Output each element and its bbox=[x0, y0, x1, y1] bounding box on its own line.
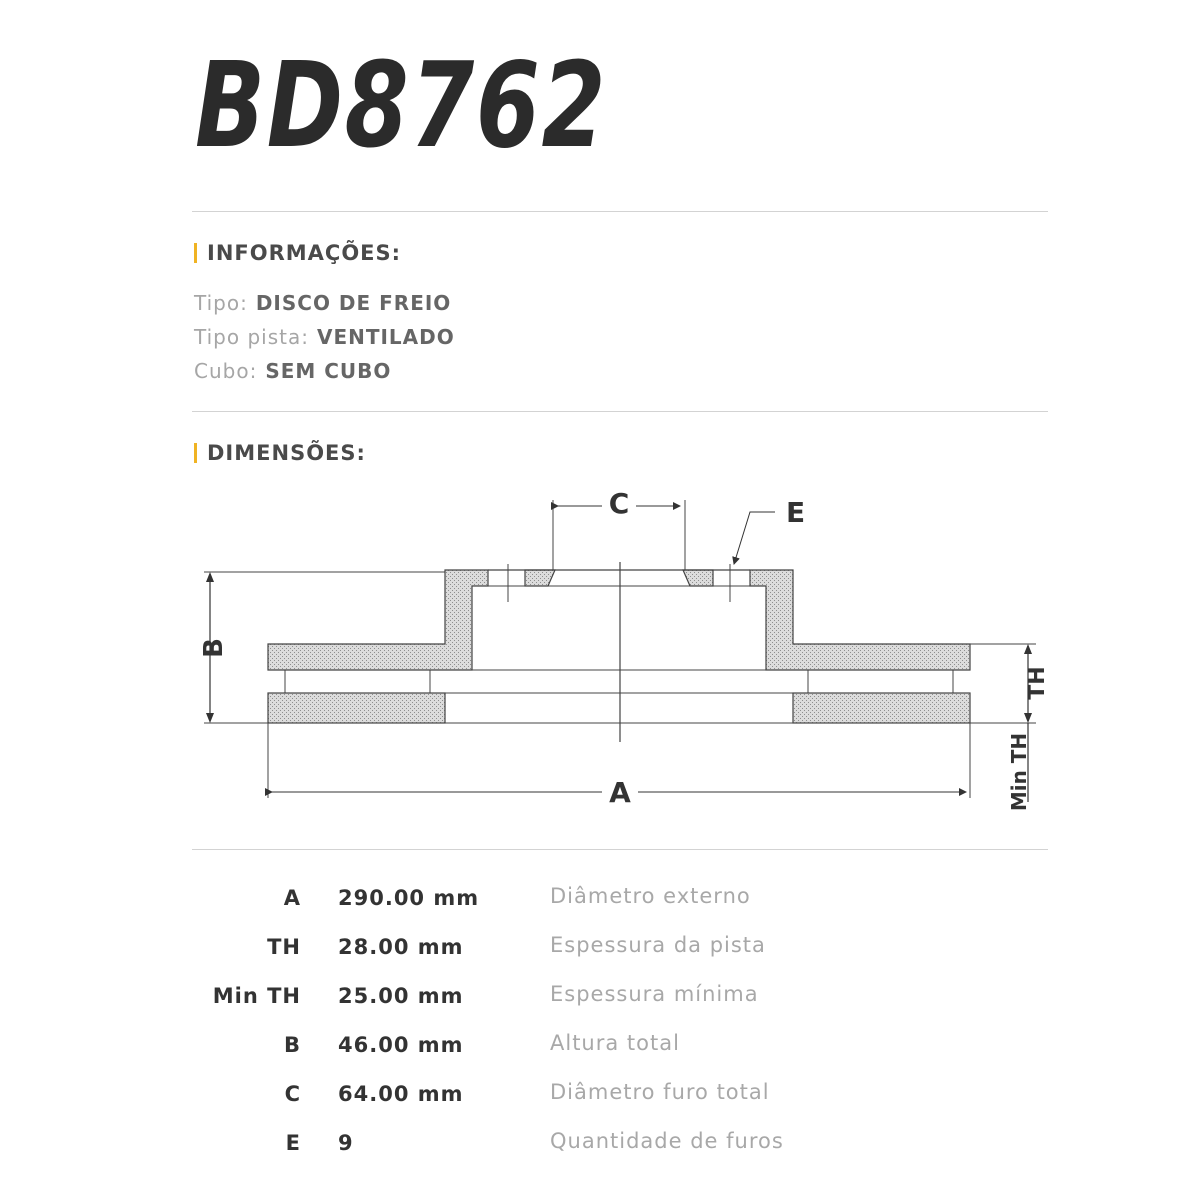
divider bbox=[192, 849, 1048, 850]
dimension-c bbox=[553, 487, 685, 570]
dimension-description: Espessura mínima bbox=[550, 982, 759, 1006]
info-heading bbox=[194, 238, 401, 268]
dimension-th bbox=[970, 644, 1050, 723]
heading-accent-bar bbox=[194, 443, 197, 463]
info-value: SEM CUBO bbox=[265, 359, 392, 383]
info-row bbox=[194, 354, 455, 388]
label-b: B bbox=[199, 638, 229, 658]
dimension-key: B bbox=[283, 1033, 301, 1057]
dimension-value: 28.00 mm bbox=[338, 935, 464, 959]
product-code-title: BD8762 bbox=[195, 36, 608, 174]
dimension-key: TH bbox=[267, 935, 301, 959]
dimension-a bbox=[268, 723, 970, 809]
info-row bbox=[194, 320, 455, 354]
dimension-description: Diâmetro externo bbox=[550, 884, 751, 908]
dimension-value: 64.00 mm bbox=[338, 1082, 464, 1106]
info-heading-text: INFORMAÇÕES: bbox=[207, 241, 402, 265]
dimensions-heading bbox=[194, 438, 366, 468]
dimension-value: 46.00 mm bbox=[338, 1033, 464, 1057]
dimension-description: Quantidade de furos bbox=[550, 1129, 784, 1153]
dimension-value: 9 bbox=[338, 1131, 354, 1155]
brake-disc-cross-section bbox=[190, 480, 1050, 830]
info-value: DISCO DE FREIO bbox=[255, 291, 452, 315]
dimension-description: Diâmetro furo total bbox=[550, 1080, 770, 1104]
dimension-key: E bbox=[285, 1131, 301, 1155]
label-e: E bbox=[786, 496, 806, 529]
label-th: TH bbox=[1025, 666, 1050, 700]
info-row bbox=[194, 286, 455, 320]
divider bbox=[192, 411, 1048, 412]
brake-disc-diagram bbox=[190, 480, 1050, 834]
dimension-min-th bbox=[1007, 723, 1031, 811]
dimension-key: A bbox=[283, 886, 301, 910]
dimension-description: Altura total bbox=[550, 1031, 680, 1055]
heading-accent-bar bbox=[194, 243, 197, 263]
dimension-key: C bbox=[284, 1082, 301, 1106]
label-min-th: Min TH bbox=[1007, 732, 1031, 812]
dimension-description: Espessura da pista bbox=[550, 933, 766, 957]
info-label: Tipo pista: bbox=[194, 325, 309, 349]
info-value: VENTILADO bbox=[316, 325, 455, 349]
label-a: A bbox=[609, 776, 631, 809]
divider bbox=[192, 211, 1048, 212]
dimension-value: 290.00 mm bbox=[338, 886, 480, 910]
info-label: Cubo: bbox=[194, 359, 258, 383]
info-list bbox=[194, 286, 455, 388]
dimension-key: Min TH bbox=[212, 984, 301, 1008]
info-label: Tipo: bbox=[194, 291, 248, 315]
disc-section-right bbox=[750, 570, 970, 723]
label-c: C bbox=[608, 487, 630, 520]
dimension-value: 25.00 mm bbox=[338, 984, 464, 1008]
dimension-e bbox=[734, 496, 805, 564]
disc-section-left bbox=[268, 570, 488, 723]
dimensions-heading-text: DIMENSÕES: bbox=[207, 441, 366, 465]
hub-center-plate bbox=[472, 564, 766, 602]
